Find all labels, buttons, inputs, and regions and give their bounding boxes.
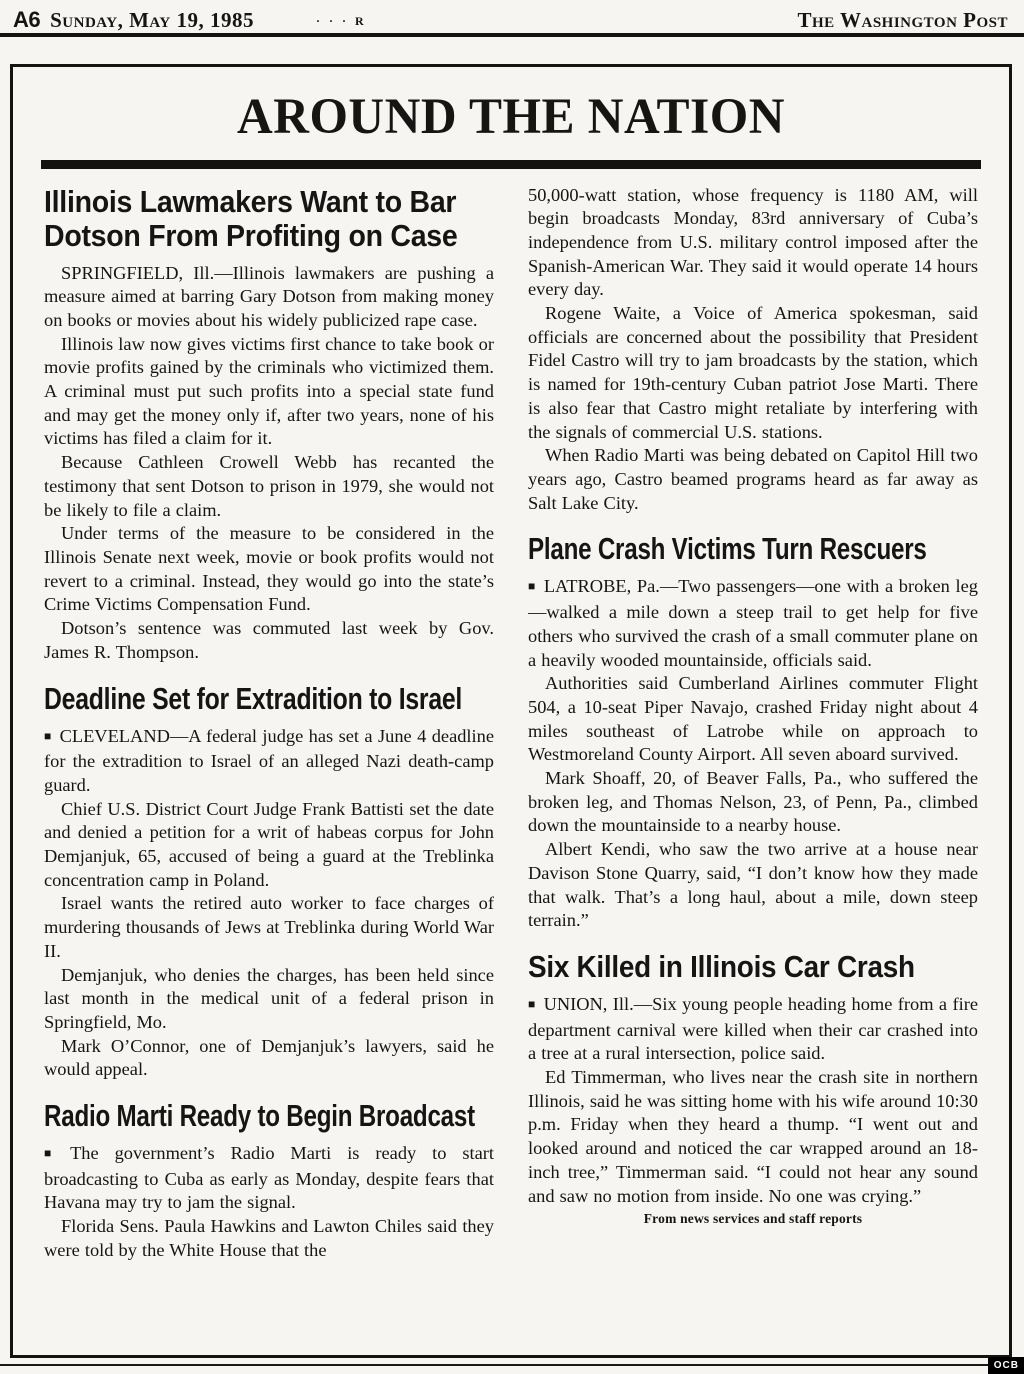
article-paragraph: Dotson’s sentence was commuted last week by Gov. James R. Thompson. — [44, 618, 494, 662]
square-bullet-icon: ■ — [528, 996, 536, 1011]
headline-line: Plane Crash Victims Turn Rescuers — [528, 531, 927, 567]
credit-line: From news services and staff reports — [643, 1211, 863, 1227]
article-paragraph: Because Cathleen Crowell Webb has recanted the testimony that sent Dotson to prison in 1979, she would not be likely to file a claim. — [44, 452, 494, 520]
masthead-left — [13, 7, 367, 33]
headline-radio-marti — [44, 1099, 494, 1133]
article-paragraph: Mark Shoaff, 20, of Beaver Falls, Pa., who suffered the broken leg, and Thomas Nelson, 23, of Penn, Pa., climbed down the mountainside to a nearby house. — [528, 768, 978, 836]
article-paragraph: Demjanjuk, who denies the charges, has been held since last month in the medical unit of a federal prison in Springfield, Mo. — [44, 964, 494, 1032]
article-paragraph: 50,000-watt station, whose frequency is 1180 AM, will begin broadcasts Monday, 83rd anniversary of Cuba’s independence from U.S. military control imposed after the Spanish-American War. They said it would operate 14 hours every day. — [528, 184, 978, 300]
article-paragraph — [528, 575, 978, 672]
article-paragraph — [44, 725, 494, 798]
paragraph-text: LATROBE, Pa.—Two passengers—one with a broken leg—walked a mile down a steep trail to get help for five others who survived the crash of a small commuter plane on a heavily wooded mountainside, officials said. — [528, 576, 978, 670]
headline-plane-crash — [528, 532, 978, 566]
masthead-rule — [0, 33, 1024, 37]
edition-mark: · · · R — [315, 14, 367, 28]
around-the-nation-box — [10, 64, 1012, 1358]
article-paragraph: Albert Kendi, who saw the two arrive at a house near Davison Stone Quarry, said, “I don’t know how they made that walk. That’s a long haul, about a mile, down steep terrain.” — [528, 839, 978, 931]
section-title: AROUND THE NATION — [237, 89, 785, 145]
column-layout — [13, 169, 1009, 1336]
square-bullet-icon: ■ — [528, 579, 536, 594]
headline-line: Deadline Set for Extradition to Israel — [44, 680, 463, 716]
article-paragraph: Under terms of the measure to be considered in the Illinois Senate next week, movie or book profits would not revert to a criminal. Instead, they would go into the state’s Crime Victims Compensation Fund. — [44, 523, 494, 615]
headline-line: Illinois Lawmakers Want to Bar — [44, 183, 457, 219]
article-paragraph: Authorities said Cumberland Airlines commuter Flight 504, a 10-seat Piper Navajo, crashed Friday night about 4 miles southeast of Latrobe while on approach to Westmoreland County Airport. All seven aboard survived. — [528, 673, 978, 765]
paragraph-text: The government’s Radio Marti is ready to start broadcasting to Cuba as early as Monday, despite fears that Havana may try to jam the signal. — [44, 1143, 494, 1213]
paper-name: The Washington Post — [797, 8, 1008, 32]
article-paragraph: Mark O’Connor, one of Demjanjuk’s lawyers, said he would appeal. — [44, 1035, 494, 1080]
article-paragraph: Israel wants the retired auto worker to face charges of murdering thousands of Jews at Treblinka during World War II. — [44, 893, 494, 961]
square-bullet-icon: ■ — [44, 728, 52, 743]
ocb-badge: OCB — [988, 1357, 1024, 1374]
headline-line: Dotson From Profiting on Case — [44, 217, 458, 253]
headline-dotson — [44, 185, 494, 253]
paragraph-text: CLEVELAND—A federal judge has set a June 4 deadline for the extradition to Israel of an alleged Nazi death-camp guard. — [44, 725, 494, 795]
paragraph-text: UNION, Ill.—Six young people heading home from a fire department carnival were killed when their car crashed into a tree at a rural intersection, police said. — [528, 993, 978, 1064]
headline-car-crash — [528, 950, 978, 984]
page-number: A6 — [13, 7, 41, 32]
headline-line: Radio Marti Ready to Begin Broadcast — [44, 1098, 475, 1134]
masthead — [0, 0, 1024, 33]
left-column — [44, 184, 494, 1336]
article-paragraph: Rogene Waite, a Voice of America spokesman, said officials are concerned about the possibility that President Fidel Castro will try to jam broadcasts by the station, which is named for 19th-century Cuban patriot Jose Marti. There is also fear that Castro might retaliate by interfering with the signals of commercial U.S. stations. — [528, 303, 978, 442]
article-paragraph: Florida Sens. Paula Hawkins and Lawton Chiles said they were told by the White House that the — [44, 1216, 494, 1260]
bottom-rule — [0, 1364, 1024, 1366]
masthead-date: Sunday, May 19, 1985 — [50, 8, 254, 32]
article-paragraph: Ed Timmerman, who lives near the crash site in northern Illinois, said he was sitting home with his wife around 10:30 p.m. Friday when they heard a thump. “I went out and looked around and noticed the car wrapped around an 18-inch tree,” Timmerman said. “I could not hear any sound and saw no motion from inside. No one was crying.” — [528, 1067, 978, 1206]
article-paragraph: Chief U.S. District Court Judge Frank Battisti set the date and denied a petition for a writ of habeas corpus for John Demjanjuk, 65, accused of being a guard at the Treblinka concentration camp in Poland. — [44, 798, 494, 890]
article-paragraph — [44, 1142, 494, 1215]
square-bullet-icon: ■ — [44, 1146, 63, 1161]
headline-extradition — [44, 682, 494, 716]
article-paragraph — [528, 993, 978, 1066]
article-paragraph: When Radio Marti was being debated on Capitol Hill two years ago, Castro beamed programs heard as far away as Salt Lake City. — [528, 445, 978, 513]
right-column — [528, 184, 978, 1336]
headline-line: Six Killed in Illinois Car Crash — [528, 948, 915, 984]
article-paragraph: SPRINGFIELD, Ill.—Illinois lawmakers are pushing a measure aimed at barring Gary Dotson from making money on books or movies about his widely publicized rape case. — [44, 262, 494, 330]
article-paragraph: Illinois law now gives victims first chance to take book or movie profits gained by the criminals who victimized them. A criminal must put such profits into a special state fund and may get the money only if, after two years, none of his victims has filed a claim for it. — [44, 333, 494, 449]
section-title-rule — [41, 160, 981, 169]
